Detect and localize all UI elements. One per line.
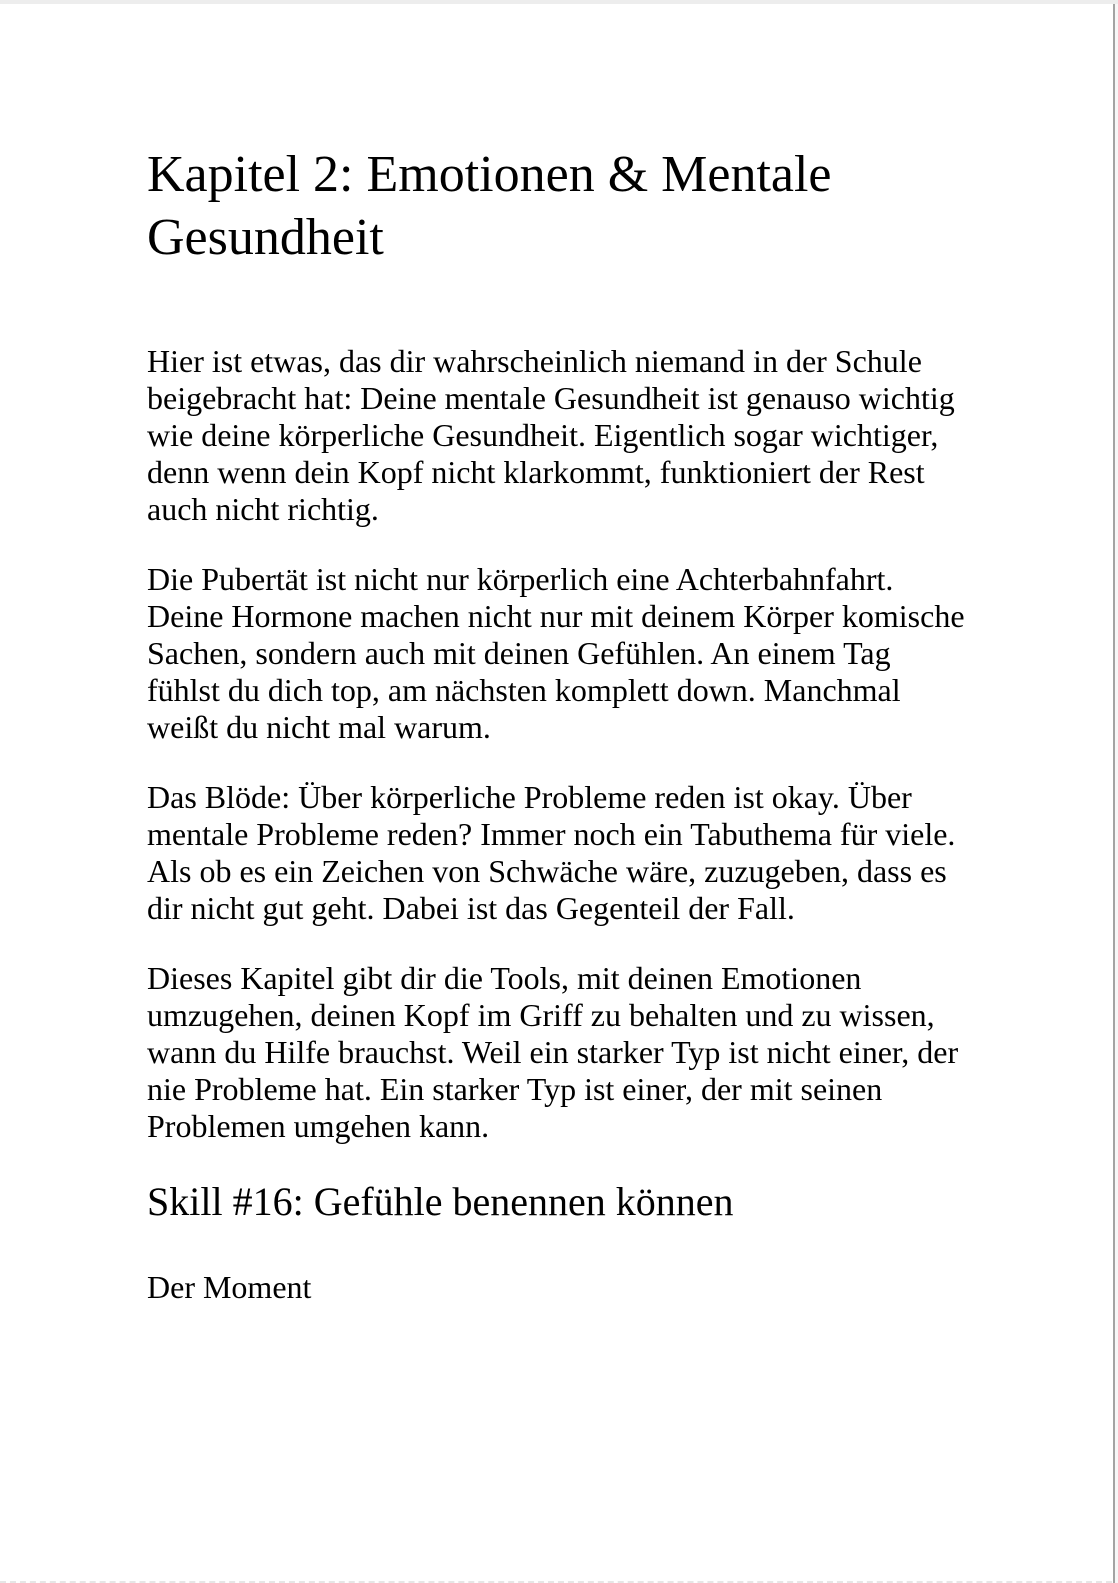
document-text-area (147, 0, 971, 1306)
skill-lead-text: Der Moment (147, 1269, 312, 1305)
paragraph-intro: Hier ist etwas, das dir wahrscheinlich niemand in der Schule beigebracht hat: Deine mentale Gesundheit ist genauso wichtig wie deine körperliche Gesundheit. Eigentlich sogar wichtiger, denn wenn dein Kopf nicht klarkommt, funktioniert der Rest auch nicht richtig. (147, 343, 955, 527)
paragraph-pubertaet: Die Pubertät ist nicht nur körperlich eine Achterbahnfahrt. Deine Hormone machen nicht nur mit deinem Körper komische Sachen, sondern auch mit deinen Gefühlen. An einem Tag fühlst du dich top, am nächsten komplett down. Manchmal weißt du nicht mal warum. (147, 561, 965, 745)
window-right-edge (1113, 4, 1115, 1583)
skill-section-heading: Skill #16: Gefühle benennen können (147, 1179, 734, 1224)
chapter-title: Kapitel 2: Emotionen & Mentale Gesundheit (147, 146, 832, 266)
paragraph-tabuthema: Das Blöde: Über körperliche Probleme reden ist okay. Über mentale Probleme reden? Immer noch ein Tabuthema für viele. Als ob es ein Zeichen von Schwäche wäre, zuzugeben, dass es dir nicht gut geht. Dabei ist das Gegenteil der Fall. (147, 779, 956, 926)
paragraph-tools: Dieses Kapitel gibt dir die Tools, mit deinen Emotionen umzugehen, deinen Kopf im Griff zu behalten und zu wissen, wann du Hilfe brauchst. Weil ein starker Typ ist nicht einer, der nie Probleme hat. Ein starker Typ ist einer, der mit seinen Problemen umgehen kann. (147, 960, 959, 1144)
